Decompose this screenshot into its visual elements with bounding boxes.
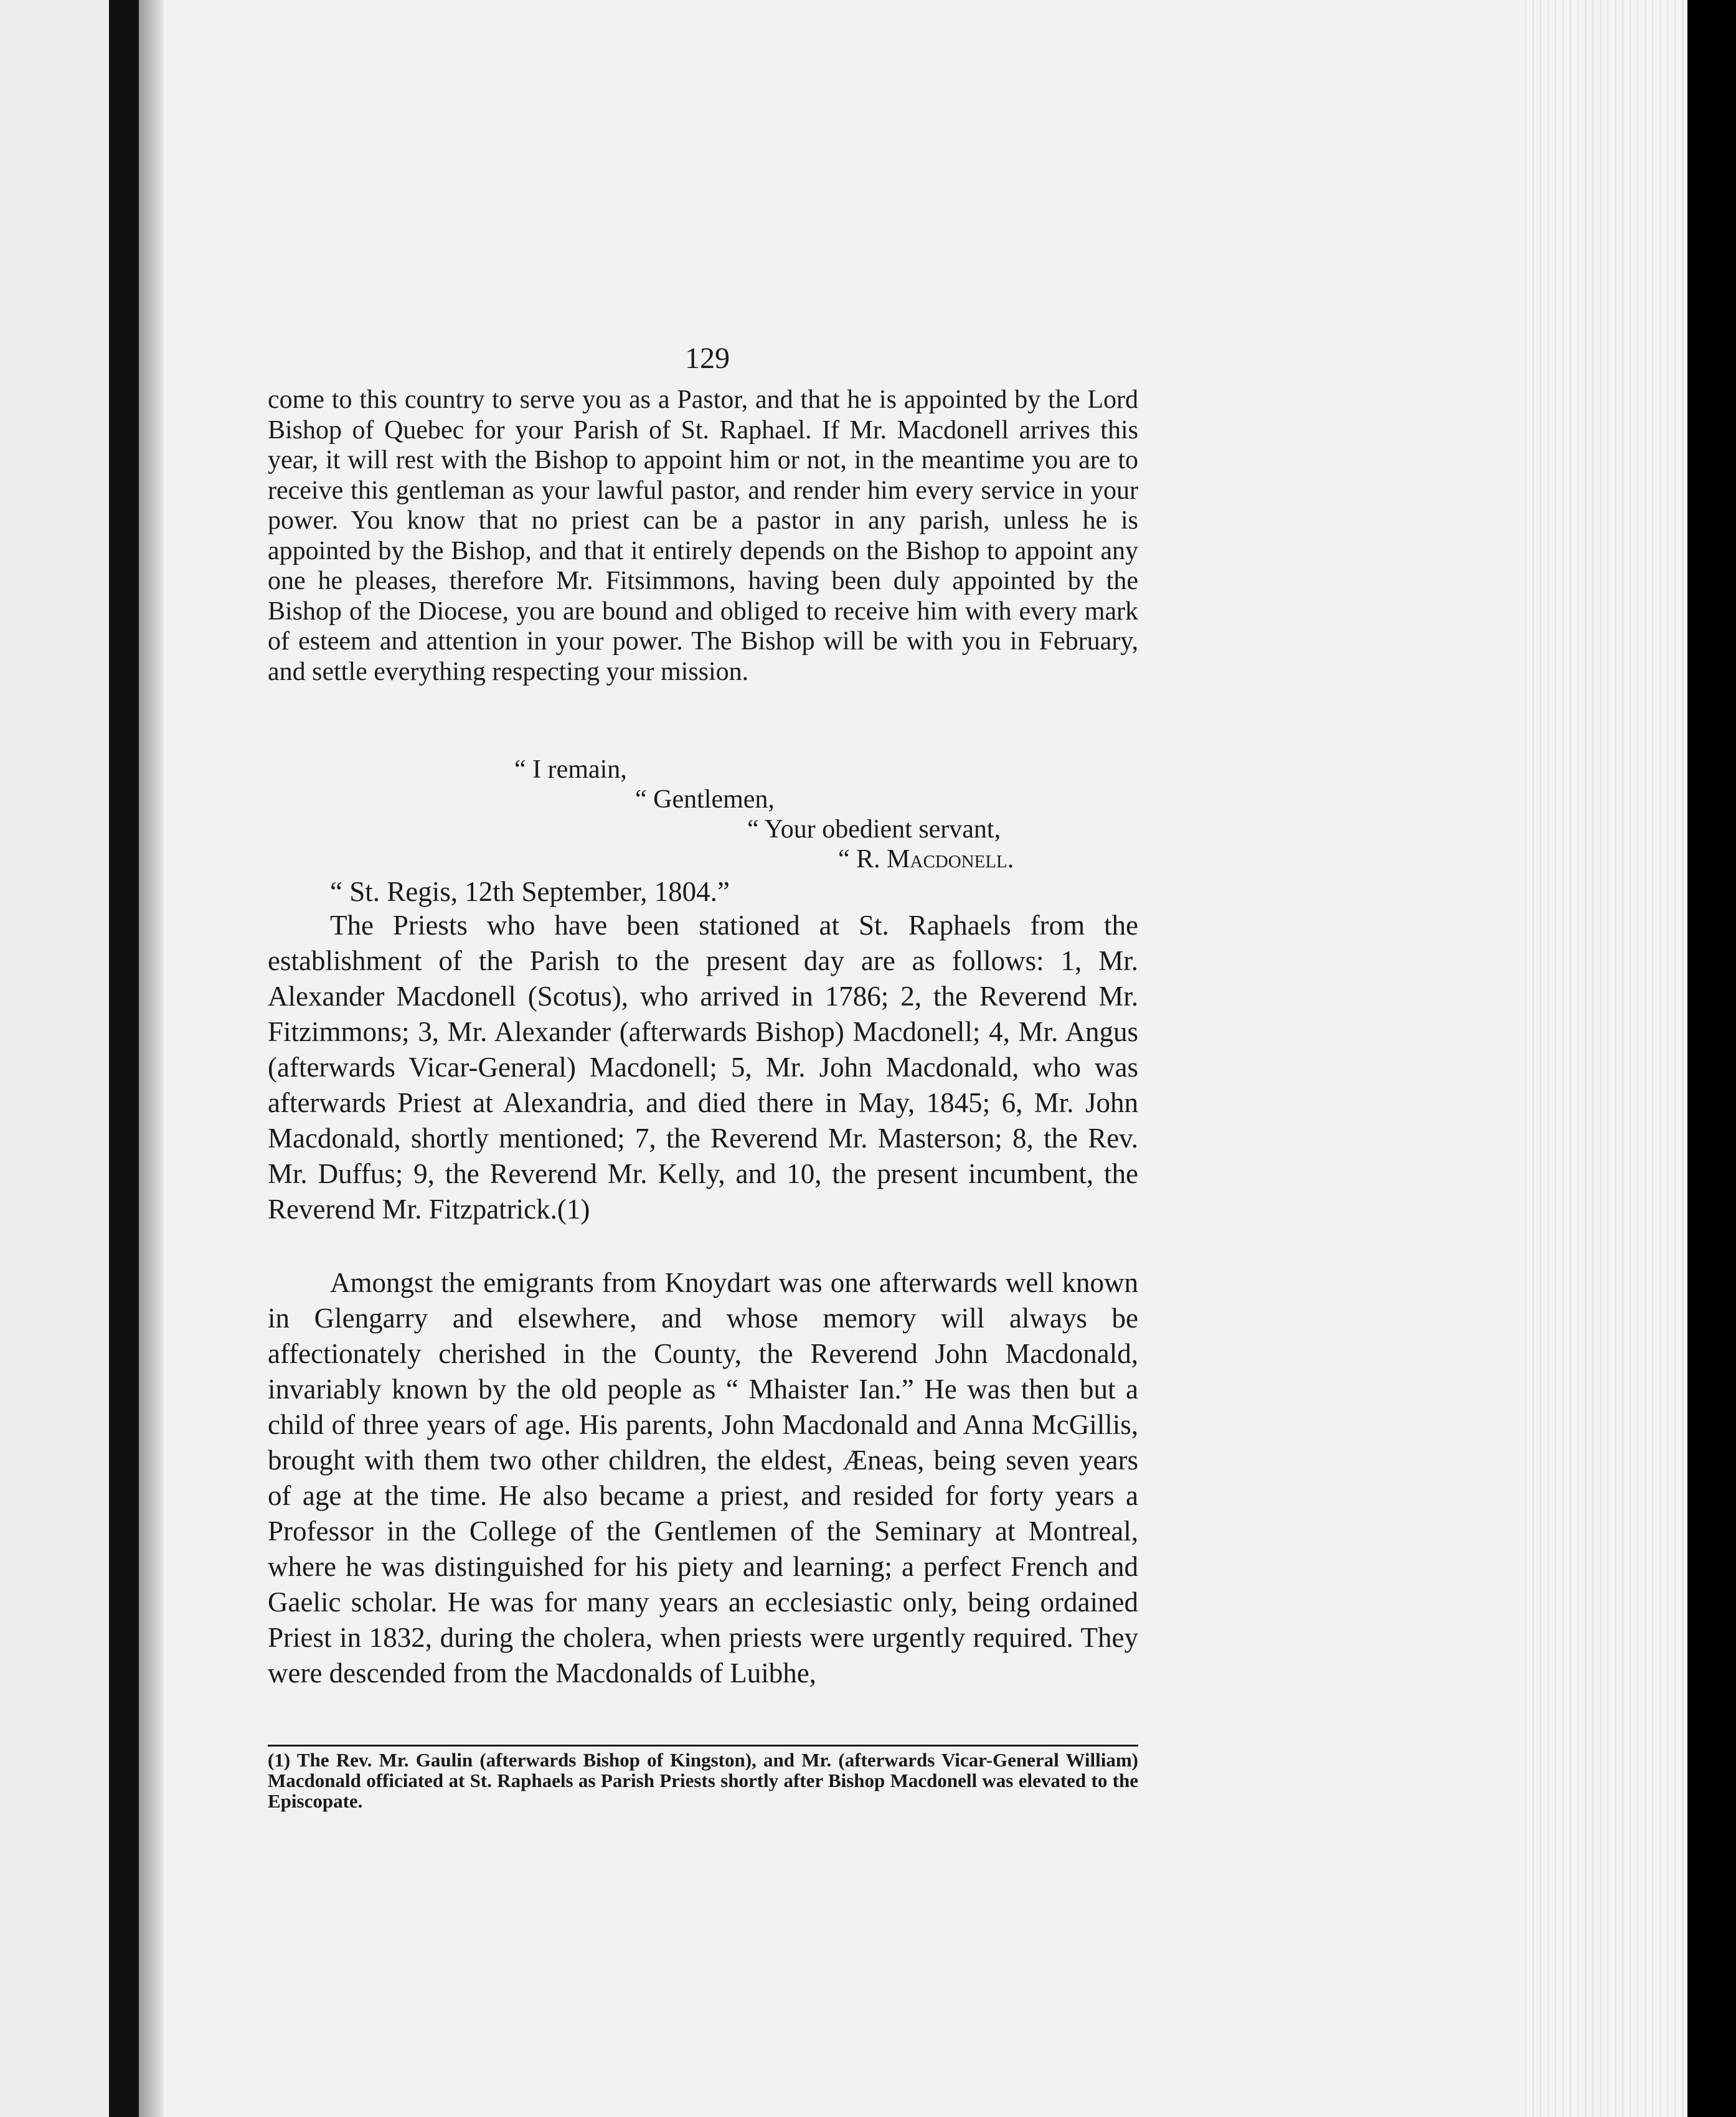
letter-closing-remain: “ I remain,: [514, 755, 627, 784]
facing-page-edge: [0, 0, 109, 2117]
scan-border: [1687, 0, 1736, 2117]
letter-body: come to this country to serve you as a Pastor, and that he is appointed by the Lord Bishop of Quebec for your Parish of St. Raphael. If Mr. Macdonell arrives this year, it will rest with the Bishop to appoint him or not, in the meantime you are to receive this gentleman as your lawful pastor, and render him every service in your power. You know that no priest can be a pastor in any parish, unless he is appointed by the Bishop, and that it entirely depends on the Bishop to appoint any one he pleases, therefore Mr. Fitsimmons, having been duly appointed by the Bishop of the Diocese, you are bound and obliged to receive him with every mark of esteem and attention in your power. The Bishop will be with you in February, and settle everything respecting your mission.: [268, 385, 1138, 686]
gutter-shadow: [139, 0, 164, 2117]
footnote: (1) The Rev. Mr. Gaulin (afterwards Bishop of Kingston), and Mr. (afterwards Vicar-General William) Macdonald officiated at St. Raphaels as Parish Priests shortly after Bishop Macdonell was elevated to the Episcopate.: [268, 1749, 1138, 1812]
letter-closing-salutation: “ Gentlemen,: [635, 785, 775, 814]
letter-dateline: “ St. Regis, 12th September, 1804.”: [330, 876, 730, 907]
letter-closing-servant: “ Your obedient servant,: [747, 815, 1001, 844]
page-number: 129: [685, 342, 730, 375]
paragraph-priests-list: The Priests who have been stationed at St. Raphaels from the establishment of the Parish to the present day are as follows: 1, Mr. Alexander Macdonell (Scotus), who arrived in 1786; 2, the Reverend Mr. Fitzimmons; 3, Mr. Alexander (afterwards Bishop) Macdonell; 4, Mr. Angus (afterwards Vicar-General) Macdonell; 5, Mr. John Macdonald, who was afterwards Priest at Alexandria, and died there in May, 1845; 6, Mr. John Macdonald, shortly mentioned; 7, the Reverend Mr. Masterson; 8, the Rev. Mr. Duffus; 9, the Reverend Mr. Kelly, and 10, the present incumbent, the Reverend Mr. Fitzpatrick.(1): [268, 910, 1138, 1225]
footnote-rule: [268, 1745, 1138, 1747]
paragraph-emigrants: Amongst the emigrants from Knoydart was one afterwards well known in Glengarry and elsewhere, and whose memory will always be affectionately cherished in the County, the Reverend John Macdonald, invariably known by the old people as “ Mhaister Ian.” He was then but a child of three years of age. His parents, John Macdonald and Anna McGillis, brought with them two other children, the eldest, Æneas, being seven years of age at the time. He also became a priest, and resided for forty years a Professor in the College of the Gentlemen of the Seminary at Montreal, where he was distinguished for his piety and learning; a perfect French and Gaelic scholar. He was for many years an ecclesiastic only, being ordained Priest in 1832, during the cholera, when priests were urgently required. They were descended from the Macdonalds of Luibhe,: [268, 1267, 1138, 1689]
letter-signature: “ R. Macdonell.: [838, 845, 1014, 874]
page-stack-edge: [1519, 0, 1694, 2117]
book-gutter: [109, 0, 139, 2117]
